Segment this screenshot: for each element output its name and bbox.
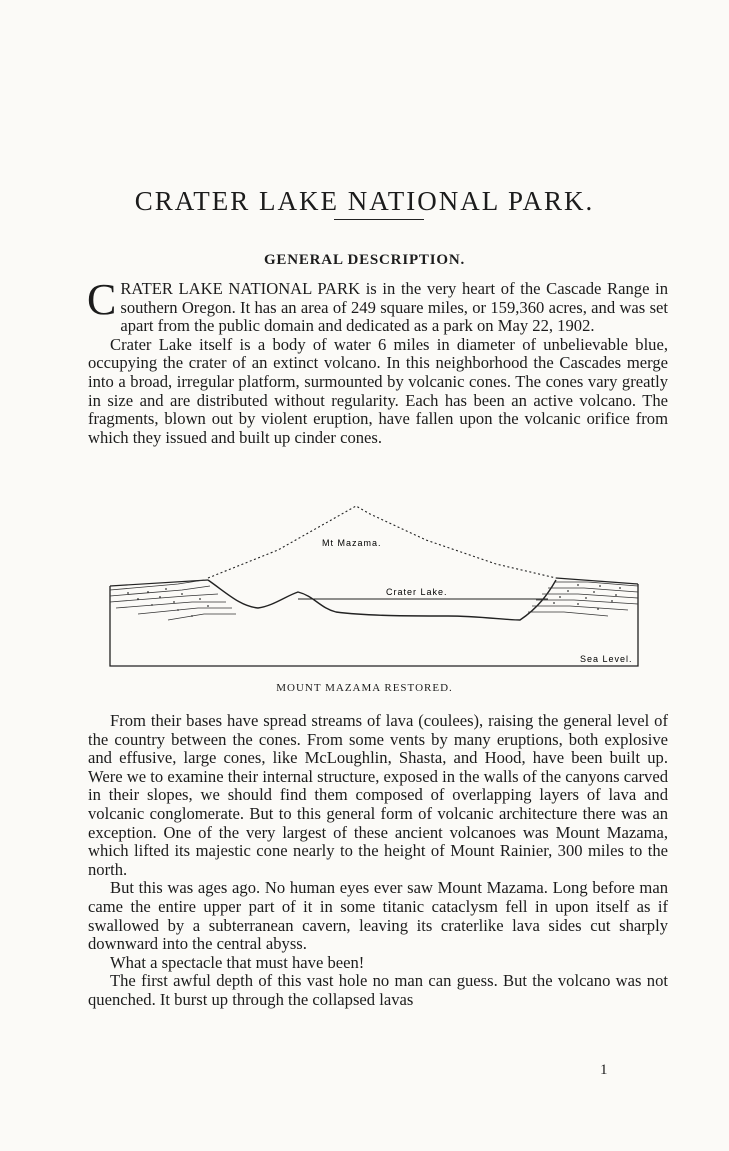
page-number: 1 bbox=[600, 1062, 608, 1078]
body-paragraph-3: What a spectacle that must have been! bbox=[110, 952, 365, 972]
drop-cap: C bbox=[87, 275, 117, 324]
figure-caption: MOUNT MAZAMA RESTORED. bbox=[276, 682, 453, 694]
label-sea-level: Sea Level. bbox=[580, 654, 633, 664]
body-text bbox=[88, 712, 668, 1010]
page-title: CRATER LAKE NATIONAL PARK. bbox=[134, 186, 595, 217]
body-paragraph-4: The first awful depth of this vast hole no man can guess. But the volcano was not quenched. It burst up through the collapsed lavas bbox=[88, 971, 668, 1009]
ground-line-left bbox=[110, 580, 208, 586]
body-paragraph-1: From their bases have spread streams of lava (coulees), raising the general level of the country between the cones. From some vents by many eruptions, both explosive and effusive, large cones, like McLoughlin, Shasta, and Hood, have been built up. Were we to examine their internal structure, exposed in the walls of the canyons carved in their slopes, we should find them composed of overlapping layers of lava and volcanic conglomerate. But to this general form of volcanic architecture there was an exception. One of the very largest of these ancient volcanoes was Mount Mazama, which lifted its majestic cone nearly to the height of Mount Rainier, 300 miles to the north. bbox=[88, 711, 668, 879]
intro-paragraph-1-text: RATER LAKE NATIONAL PARK is in the very heart of the Cascade Range in southern Oregon. It has an area of 249 square miles, or 159,360 acres, and was set apart from the public domain and dedicated as a park on May 22, 1902. bbox=[120, 279, 668, 336]
restored-cone-outline bbox=[208, 506, 556, 578]
intro-paragraph-1 bbox=[87, 275, 668, 336]
intro-paragraph-2: Crater Lake itself is a body of water 6 miles in diameter of unbelievable blue, occupying the crater of an extinct volcano. In this neighborhood the Cascades merge into a broad, irregular platform, surmounted by volcanic cones. The cones vary greatly in size and are distributed without regularity. Each has been an active volcano. The fragments, blown out by violent eruption, have fallen upon the volcanic orifice from which they issued and built up cinder cones. bbox=[88, 334, 668, 447]
label-crater-lake: Crater Lake. bbox=[386, 587, 448, 597]
cross-section-frame bbox=[110, 584, 638, 666]
mount-mazama-diagram bbox=[108, 498, 644, 673]
section-heading: GENERAL DESCRIPTION. bbox=[263, 252, 466, 269]
body-paragraph-2: But this was ages ago. No human eyes ever saw Mount Mazama. Long before man came the entire upper part of it in some titanic cataclysm fell in upon itself as if swallowed by a subterranean cavern, leaving its craterlike lava sides cut sharply downward into the central abyss. bbox=[88, 878, 668, 954]
title-rule bbox=[334, 219, 424, 220]
left-layer-stipple bbox=[127, 588, 209, 617]
intro-text bbox=[87, 275, 668, 447]
crater-floor-profile bbox=[208, 580, 556, 620]
label-mt-mazama: Mt Mazama. bbox=[322, 538, 382, 548]
